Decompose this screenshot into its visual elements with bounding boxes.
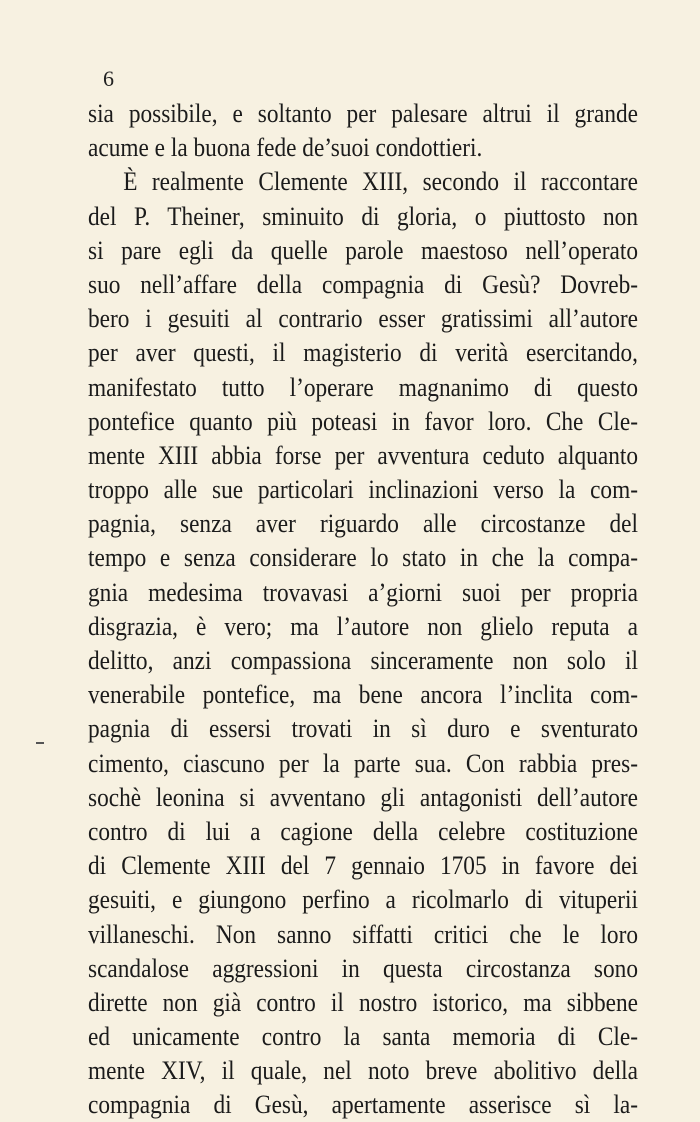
text-line-30: compagnia di Gesù, apertamente asserisce sì la- [88, 1089, 638, 1120]
text-line-23: di Clemente XIII del 7 gennaio 1705 in favore dei [88, 850, 638, 881]
text-line-1: sia possibile, e soltanto per palesare altrui il grande [88, 98, 638, 128]
text-line-29: mente XIV, il quale, nel noto breve abolitivo della [88, 1055, 638, 1086]
text-line-27: dirette non già contro il nostro istorico, ma sibbene [88, 986, 638, 1017]
text-line-6: suo nell’affare della compagnia di Gesù? Dovreb- [88, 268, 638, 299]
text-line-4: del P. Theiner, sminuito di gloria, o piuttosto non [88, 200, 638, 231]
text-line-8: per aver questi, il magisterio di verità esercitando, [88, 337, 638, 368]
text-line-5: si pare egli da quelle parole maestoso nell’operato [88, 234, 638, 265]
text-line-25: villaneschi. Non sanno siffatti critici che le loro [88, 918, 638, 949]
text-line-24: gesuiti, e giungono perfino a ricolmarlo di vituperii [88, 884, 638, 915]
text-line-14: tempo e senza considerare lo stato in che la compa- [88, 542, 638, 573]
page-number: 6 [103, 66, 114, 91]
text-line-20: cimento, ciascuno per la parte sua. Con rabbia pres- [88, 747, 638, 778]
text-line-28: ed unicamente contro la santa memoria di Cle- [88, 1021, 638, 1052]
text-line-18: venerabile pontefice, ma bene ancora l’inclita com- [88, 679, 638, 710]
text-line-13: pagnia, senza aver riguardo alle circostanze del [88, 508, 638, 539]
body-text [88, 96, 638, 1122]
text-line-3: È realmente Clemente XIII, secondo il raccontare [123, 166, 638, 197]
margin-mark [36, 742, 44, 744]
text-line-15: gnia medesima trovavasi a’giorni suoi per propria [88, 576, 638, 607]
text-line-26: scandalose aggressioni in questa circostanza sono [88, 952, 638, 983]
text-line-17: delitto, anzi compassiona sinceramente non solo il [88, 645, 638, 675]
text-line-12: troppo alle sue particolari inclinazioni verso la com- [88, 474, 638, 505]
text-line-7: bero i gesuiti al contrario esser gratissimi all’autore [88, 303, 638, 334]
text-line-19: pagnia di essersi trovati in sì duro e sventurato [88, 713, 638, 744]
text-line-2: acume e la buona fede de’suoi condottieri. [88, 132, 483, 163]
text-line-10: pontefice quanto più poteasi in favor loro. Che Cle- [88, 405, 638, 436]
text-line-11: mente XIII abbia forse per avventura ceduto alquanto [88, 439, 638, 470]
text-line-9: manifestato tutto l’operare magnanimo di questo [88, 371, 638, 402]
text-line-21: sochè leonina si avventano gli antagonisti dell’autore [88, 781, 638, 812]
text-line-16: disgrazia, è vero; ma l’autore non glielo reputa a [88, 610, 638, 641]
text-line-22: contro di lui a cagione della celebre costituzione [88, 815, 638, 846]
